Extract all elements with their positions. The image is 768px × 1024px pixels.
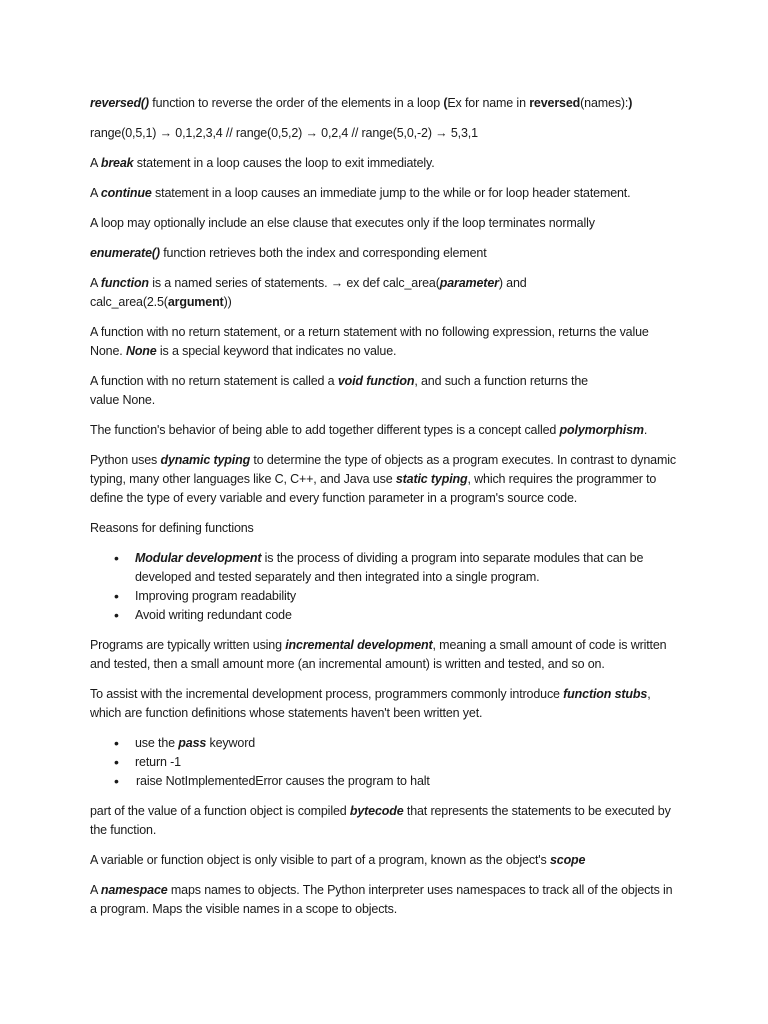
list-item: • Improving program readability	[135, 587, 678, 606]
term-scope: scope	[549, 853, 586, 867]
term-continue: continue	[100, 186, 152, 200]
term-break: break	[100, 156, 134, 170]
term-polymorphism: polymorphism	[559, 423, 644, 437]
paragraph-typing: Python uses dynamic typing to determine the type of objects as a program executes. In contrast to dynamic typing, many other languages like C, C++, and Java use static typing, which requires the programmer to define the type of every variable and every function parameter in a program's source code.	[90, 453, 676, 505]
paragraph-stubs: To assist with the incremental development process, programmers commonly introduce function stubs, which are function definitions whose statements haven't been written yet.	[90, 687, 651, 720]
paragraph-none: A function with no return statement, or a return statement with no following expression, returns the value None. None is a special keyword that indicates no value.	[90, 325, 649, 358]
term-enumerate: enumerate()	[90, 246, 160, 260]
term-parameter: parameter	[439, 276, 499, 290]
term-function-stubs: function stubs	[563, 687, 648, 701]
term-static-typing: static typing	[395, 472, 468, 486]
paragraph-polymorphism: The function's behavior of being able to add together different types is a concept called polymorphism.	[90, 423, 648, 437]
paragraph-void-function: A function with no return statement is called a void function, and such a function returns the value None.	[90, 374, 588, 407]
paragraph-function: A function is a named series of statements. → ex def calc_area(parameter) and calc_area(2.5(argument))	[90, 276, 527, 309]
term-modular-development: Modular development	[135, 551, 262, 565]
paragraph-bytecode: part of the value of a function object is compiled bytecode that represents the statements to be executed by the function.	[90, 804, 671, 837]
term-argument: argument	[167, 295, 224, 309]
list-item: • Modular development is the process of dividing a program into separate modules that can be developed and tested separately and then integrated into a single program.	[135, 549, 678, 587]
term-void-function: void function	[337, 374, 415, 388]
term-none: None	[125, 344, 157, 358]
paragraph-reversed: reversed() function to reverse the order of the elements in a loop (Ex for name in reversed(names):)	[90, 96, 633, 110]
term-dynamic-typing: dynamic typing	[160, 453, 251, 467]
paragraph-scope: A variable or function object is only visible to part of a program, known as the object's scope	[90, 853, 586, 867]
list-item: • Avoid writing redundant code	[135, 606, 678, 625]
paragraph-incremental: Programs are typically written using incremental development, meaning a small amount of code is written and tested, then a small amount more (an incremental amount) is written and tested, and so on.	[90, 638, 667, 671]
reasons-list	[90, 549, 678, 625]
paragraph-enumerate: enumerate() function retrieves both the index and corresponding element	[90, 246, 487, 260]
term-function: function	[100, 276, 149, 290]
stubs-list	[90, 734, 678, 791]
paragraph-loop-else: A loop may optionally include an else clause that executes only if the loop terminates normally	[90, 216, 595, 230]
list-item: • use the pass keyword	[135, 734, 678, 753]
term-bytecode: bytecode	[349, 804, 404, 818]
paragraph-namespace: A namespace maps names to objects. The Python interpreter uses namespaces to track all of the objects in a program. Maps the visible names in a scope to objects.	[90, 883, 673, 916]
term-namespace: namespace	[100, 883, 168, 897]
paragraph-range: range(0,5,1) → 0,1,2,3,4 // range(0,5,2) → 0,2,4 // range(5,0,-2) → 5,3,1	[90, 126, 478, 140]
paragraph-reasons-heading: Reasons for defining functions	[90, 521, 254, 535]
term-reversed: reversed()	[90, 96, 149, 110]
list-item: • return -1	[135, 753, 678, 772]
paragraph-break: A break statement in a loop causes the loop to exit immediately.	[90, 156, 435, 170]
term-pass: pass	[178, 736, 207, 750]
term-incremental-development: incremental development	[285, 638, 433, 652]
paragraph-continue: A continue statement in a loop causes an immediate jump to the while or for loop header statement.	[90, 186, 631, 200]
list-item: • raise NotImplementedError causes the program to halt	[135, 772, 678, 791]
